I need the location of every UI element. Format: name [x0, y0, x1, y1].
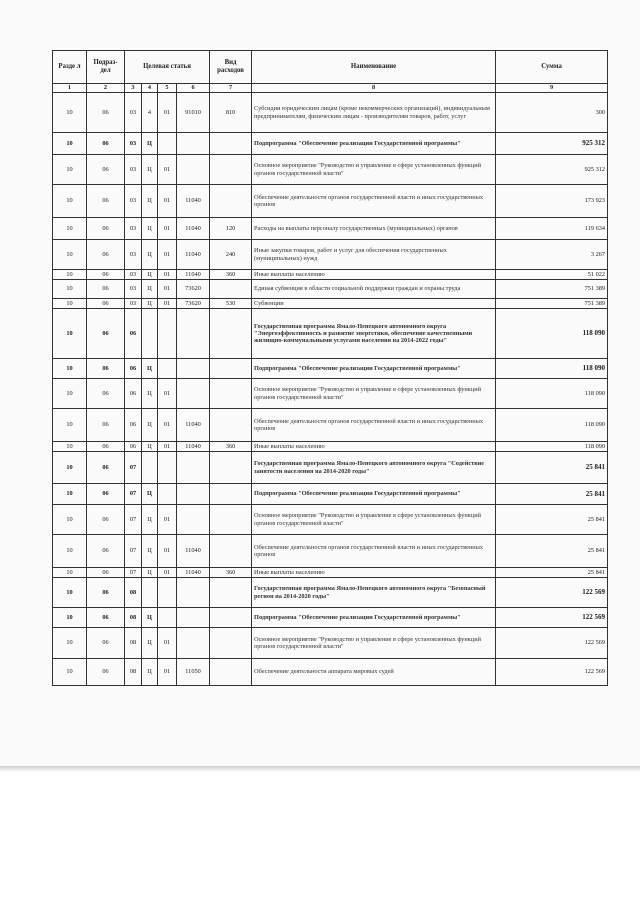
table-row [53, 270, 608, 280]
amount-cell: 118 090 [496, 409, 608, 442]
code-cell-c3: 07 [125, 568, 142, 578]
column-number-row [53, 84, 608, 93]
code-cell-c2: 06 [87, 379, 125, 409]
amount-cell: 25 841 [496, 535, 608, 568]
code-cell-c5: 01 [158, 505, 177, 535]
code-cell-c6 [177, 505, 210, 535]
table-row [53, 309, 608, 359]
code-cell-c7 [210, 309, 252, 359]
code-cell-c3: 08 [125, 578, 142, 608]
amount-cell: 119 634 [496, 218, 608, 240]
code-cell-c5: 01 [158, 270, 177, 280]
code-cell-c5: 01 [158, 299, 177, 309]
code-cell-c3: 03 [125, 280, 142, 299]
header-amount: Сумма [496, 51, 608, 84]
code-cell-c2: 06 [87, 299, 125, 309]
amount-cell: 122 569 [496, 608, 608, 628]
table-header [53, 51, 608, 93]
code-cell-c6: 11050 [177, 659, 210, 686]
amount-cell: 751 389 [496, 280, 608, 299]
code-cell-c6: 73620 [177, 299, 210, 309]
code-cell-c6: 73620 [177, 280, 210, 299]
name-cell: Основное мероприятие "Руководство и управление в сфере установленных функций органов государственной власти" [252, 155, 496, 185]
code-cell-c5: 01 [158, 568, 177, 578]
code-cell-c2: 06 [87, 578, 125, 608]
code-cell-c2: 06 [87, 409, 125, 442]
name-cell: Обеспечение деятельности аппарата мировых судей [252, 659, 496, 686]
amount-cell: 25 841 [496, 568, 608, 578]
code-cell-c7 [210, 628, 252, 659]
code-cell-c1: 10 [53, 240, 87, 270]
code-cell-c6: 11040 [177, 270, 210, 280]
code-cell-c4: Ц [142, 185, 158, 218]
code-cell-c6: 11040 [177, 185, 210, 218]
code-cell-c5: 01 [158, 185, 177, 218]
code-cell-c7: 360 [210, 568, 252, 578]
code-cell-c1: 10 [53, 280, 87, 299]
code-cell-c1: 10 [53, 628, 87, 659]
name-cell: Подпрограмма "Обеспечение реализации Государственной программы" [252, 359, 496, 379]
code-cell-c1: 10 [53, 299, 87, 309]
code-cell-c7: 360 [210, 270, 252, 280]
amount-cell: 118 090 [496, 309, 608, 359]
code-cell-c3: 07 [125, 505, 142, 535]
code-cell-c7: 120 [210, 218, 252, 240]
column-number: 1 [53, 84, 87, 93]
code-cell-c5: 01 [158, 280, 177, 299]
table-row [53, 280, 608, 299]
page-edge [0, 766, 640, 772]
column-number: 4 [142, 84, 158, 93]
amount-cell: 122 569 [496, 628, 608, 659]
code-cell-c5 [158, 133, 177, 155]
code-cell-c5: 01 [158, 628, 177, 659]
code-cell-c3: 03 [125, 155, 142, 185]
code-cell-c4: Ц [142, 608, 158, 628]
code-cell-c3: 07 [125, 452, 142, 484]
code-cell-c3: 06 [125, 359, 142, 379]
code-cell-c4: Ц [142, 133, 158, 155]
code-cell-c1: 10 [53, 535, 87, 568]
code-cell-c3: 03 [125, 93, 142, 133]
code-cell-c7 [210, 379, 252, 409]
code-cell-c2: 06 [87, 93, 125, 133]
code-cell-c7 [210, 280, 252, 299]
code-cell-c6 [177, 155, 210, 185]
code-cell-c4: Ц [142, 505, 158, 535]
code-cell-c1: 10 [53, 608, 87, 628]
code-cell-c5: 01 [158, 240, 177, 270]
code-cell-c3: 08 [125, 659, 142, 686]
header-name: Наименование [252, 51, 496, 84]
table-row [53, 133, 608, 155]
code-cell-c7: 240 [210, 240, 252, 270]
column-number: 7 [210, 84, 252, 93]
amount-cell: 300 [496, 93, 608, 133]
code-cell-c4: 4 [142, 93, 158, 133]
code-cell-c6 [177, 309, 210, 359]
code-cell-c3: 03 [125, 218, 142, 240]
code-cell-c4: Ц [142, 359, 158, 379]
code-cell-c2: 06 [87, 505, 125, 535]
column-number: 6 [177, 84, 210, 93]
code-cell-c1: 10 [53, 218, 87, 240]
code-cell-c5 [158, 452, 177, 484]
code-cell-c2: 06 [87, 484, 125, 505]
code-cell-c1: 10 [53, 309, 87, 359]
name-cell: Субсидии юридическим лицам (кроме некоммерческих организаций), индивидуальным предпринимателям, физическим лицам - производителям товаров, работ, услуг [252, 93, 496, 133]
code-cell-c6: 11040 [177, 409, 210, 442]
name-cell: Иные выплаты населению [252, 442, 496, 452]
code-cell-c6: 11040 [177, 240, 210, 270]
code-cell-c5: 01 [158, 218, 177, 240]
code-cell-c5 [158, 578, 177, 608]
code-cell-c2: 06 [87, 535, 125, 568]
table-row [53, 484, 608, 505]
code-cell-c2: 06 [87, 185, 125, 218]
code-cell-c3: 06 [125, 409, 142, 442]
code-cell-c4: Ц [142, 155, 158, 185]
code-cell-c1: 10 [53, 93, 87, 133]
table-row [53, 505, 608, 535]
amount-cell: 51 022 [496, 270, 608, 280]
code-cell-c2: 06 [87, 659, 125, 686]
code-cell-c4: Ц [142, 568, 158, 578]
table-row [53, 568, 608, 578]
code-cell-c6 [177, 359, 210, 379]
code-cell-c1: 10 [53, 270, 87, 280]
code-cell-c7: 360 [210, 442, 252, 452]
code-cell-c1: 10 [53, 578, 87, 608]
table-row [53, 578, 608, 608]
code-cell-c1: 10 [53, 659, 87, 686]
code-cell-c2: 06 [87, 133, 125, 155]
name-cell: Подпрограмма "Обеспечение реализации Государственной программы" [252, 133, 496, 155]
amount-cell: 118 090 [496, 359, 608, 379]
code-cell-c3: 03 [125, 240, 142, 270]
code-cell-c2: 06 [87, 359, 125, 379]
code-cell-c6: 11040 [177, 535, 210, 568]
code-cell-c5: 01 [158, 155, 177, 185]
amount-cell: 122 569 [496, 578, 608, 608]
code-cell-c5 [158, 359, 177, 379]
code-cell-c3: 07 [125, 484, 142, 505]
code-cell-c1: 10 [53, 155, 87, 185]
table-row [53, 185, 608, 218]
code-cell-c7 [210, 409, 252, 442]
code-cell-c3: 06 [125, 442, 142, 452]
code-cell-c3: 03 [125, 185, 142, 218]
amount-cell: 118 090 [496, 442, 608, 452]
code-cell-c6 [177, 578, 210, 608]
table-row [53, 93, 608, 133]
code-cell-c1: 10 [53, 409, 87, 442]
code-cell-c7 [210, 505, 252, 535]
code-cell-c6 [177, 379, 210, 409]
code-cell-c3: 06 [125, 379, 142, 409]
code-cell-c4: Ц [142, 409, 158, 442]
code-cell-c1: 10 [53, 452, 87, 484]
table-row [53, 299, 608, 309]
table-row [53, 452, 608, 484]
amount-cell: 173 923 [496, 185, 608, 218]
code-cell-c1: 10 [53, 568, 87, 578]
code-cell-c5: 01 [158, 535, 177, 568]
code-cell-c5 [158, 484, 177, 505]
code-cell-c4: Ц [142, 270, 158, 280]
amount-cell: 118 090 [496, 379, 608, 409]
header-subsection: Подраз- дел [87, 51, 125, 84]
column-number: 9 [496, 84, 608, 93]
code-cell-c5: 01 [158, 659, 177, 686]
code-cell-c6: 11040 [177, 568, 210, 578]
table-row [53, 379, 608, 409]
code-cell-c7 [210, 659, 252, 686]
code-cell-c5 [158, 309, 177, 359]
amount-cell: 122 569 [496, 659, 608, 686]
budget-table [52, 50, 608, 686]
name-cell: Обеспечение деятельности органов государственной власти и иных государственных органов [252, 535, 496, 568]
code-cell-c6: 11040 [177, 442, 210, 452]
code-cell-c5: 01 [158, 93, 177, 133]
table-body [53, 93, 608, 686]
code-cell-c4 [142, 578, 158, 608]
table-row [53, 535, 608, 568]
code-cell-c5: 01 [158, 379, 177, 409]
code-cell-c6 [177, 133, 210, 155]
code-cell-c6 [177, 628, 210, 659]
name-cell: Государственная программа Ямало-Ненецкого автономного округа "Содействие занятости населения на 2014-2020 годы" [252, 452, 496, 484]
table-row [53, 409, 608, 442]
code-cell-c7 [210, 359, 252, 379]
code-cell-c6: 91010 [177, 93, 210, 133]
table-row [53, 659, 608, 686]
amount-cell: 25 841 [496, 505, 608, 535]
name-cell: Обеспечение деятельности органов государственной власти и иных государственных органов [252, 185, 496, 218]
code-cell-c2: 06 [87, 270, 125, 280]
code-cell-c5: 01 [158, 442, 177, 452]
name-cell: Иные закупки товаров, работ и услуг для обеспечения государственных (муниципальных) нужд [252, 240, 496, 270]
code-cell-c3: 03 [125, 299, 142, 309]
code-cell-c5 [158, 608, 177, 628]
column-number: 5 [158, 84, 177, 93]
code-cell-c7 [210, 535, 252, 568]
code-cell-c4: Ц [142, 484, 158, 505]
code-cell-c1: 10 [53, 442, 87, 452]
code-cell-c1: 10 [53, 359, 87, 379]
name-cell: Основное мероприятие "Руководство и управление в сфере установленных функций органов государственной власти" [252, 379, 496, 409]
code-cell-c7 [210, 185, 252, 218]
code-cell-c2: 06 [87, 628, 125, 659]
table-row [53, 240, 608, 270]
code-cell-c5: 01 [158, 409, 177, 442]
table-row [53, 359, 608, 379]
code-cell-c2: 06 [87, 280, 125, 299]
code-cell-c4: Ц [142, 280, 158, 299]
code-cell-c1: 10 [53, 505, 87, 535]
code-cell-c1: 10 [53, 484, 87, 505]
name-cell: Иные выплаты населению [252, 568, 496, 578]
name-cell: Государственная программа Ямало-Ненецкого автономного округа "Энергоэффективность и развитие энергетики, обеспечение качественными жилищно-коммунальными услугами населения на 2014-2022 годы" [252, 309, 496, 359]
amount-cell: 25 841 [496, 484, 608, 505]
header-section: Разде л [53, 51, 87, 84]
code-cell-c7: 810 [210, 93, 252, 133]
name-cell: Субвенции [252, 299, 496, 309]
code-cell-c6 [177, 452, 210, 484]
code-cell-c7 [210, 578, 252, 608]
code-cell-c7 [210, 452, 252, 484]
name-cell: Подпрограмма "Обеспечение реализации Государственной программы" [252, 484, 496, 505]
table-row [53, 442, 608, 452]
code-cell-c4: Ц [142, 659, 158, 686]
code-cell-c2: 06 [87, 452, 125, 484]
code-cell-c4: Ц [142, 442, 158, 452]
code-cell-c4: Ц [142, 299, 158, 309]
amount-cell: 925 312 [496, 133, 608, 155]
amount-cell: 25 841 [496, 452, 608, 484]
code-cell-c2: 06 [87, 240, 125, 270]
code-cell-c6 [177, 608, 210, 628]
code-cell-c3: 06 [125, 309, 142, 359]
code-cell-c7 [210, 484, 252, 505]
code-cell-c2: 06 [87, 309, 125, 359]
code-cell-c3: 08 [125, 608, 142, 628]
name-cell: Иные выплаты населению [252, 270, 496, 280]
code-cell-c1: 10 [53, 379, 87, 409]
code-cell-c4: Ц [142, 628, 158, 659]
code-cell-c2: 06 [87, 155, 125, 185]
code-cell-c3: 03 [125, 133, 142, 155]
table-row [53, 218, 608, 240]
code-cell-c3: 03 [125, 270, 142, 280]
header-expense-type: Вид расходов [210, 51, 252, 84]
code-cell-c7 [210, 608, 252, 628]
code-cell-c7 [210, 133, 252, 155]
amount-cell: 925 312 [496, 155, 608, 185]
amount-cell: 751 389 [496, 299, 608, 309]
table-row [53, 608, 608, 628]
code-cell-c6: 11040 [177, 218, 210, 240]
code-cell-c7 [210, 155, 252, 185]
name-cell: Единая субвенция в области социальной поддержки граждан и охраны труда [252, 280, 496, 299]
code-cell-c2: 06 [87, 568, 125, 578]
name-cell: Подпрограмма "Обеспечение реализации Государственной программы" [252, 608, 496, 628]
code-cell-c7: 530 [210, 299, 252, 309]
code-cell-c1: 10 [53, 133, 87, 155]
code-cell-c6 [177, 484, 210, 505]
code-cell-c4: Ц [142, 240, 158, 270]
column-number: 2 [87, 84, 125, 93]
code-cell-c4: Ц [142, 379, 158, 409]
name-cell: Расходы на выплаты персоналу государственных (муниципальных) органов [252, 218, 496, 240]
name-cell: Основное мероприятие "Руководство и управление в сфере установленных функций органов государственной власти" [252, 628, 496, 659]
amount-cell: 3 267 [496, 240, 608, 270]
name-cell: Основное мероприятие "Руководство и управление в сфере установленных функций органов государственной власти" [252, 505, 496, 535]
table-row [53, 155, 608, 185]
table-row [53, 628, 608, 659]
code-cell-c4: Ц [142, 535, 158, 568]
code-cell-c1: 10 [53, 185, 87, 218]
code-cell-c3: 08 [125, 628, 142, 659]
name-cell: Обеспечение деятельности органов государственной власти и иных государственных органов [252, 409, 496, 442]
name-cell: Государственная программа Ямало-Ненецкого автономного округа "Безопасный регион на 2014-2020 годы" [252, 578, 496, 608]
code-cell-c4: Ц [142, 218, 158, 240]
header-target-article: Целевая статья [125, 51, 210, 84]
column-number: 3 [125, 84, 142, 93]
code-cell-c4 [142, 452, 158, 484]
code-cell-c2: 06 [87, 608, 125, 628]
code-cell-c3: 07 [125, 535, 142, 568]
code-cell-c2: 06 [87, 218, 125, 240]
column-number: 8 [252, 84, 496, 93]
code-cell-c4 [142, 309, 158, 359]
code-cell-c2: 06 [87, 442, 125, 452]
